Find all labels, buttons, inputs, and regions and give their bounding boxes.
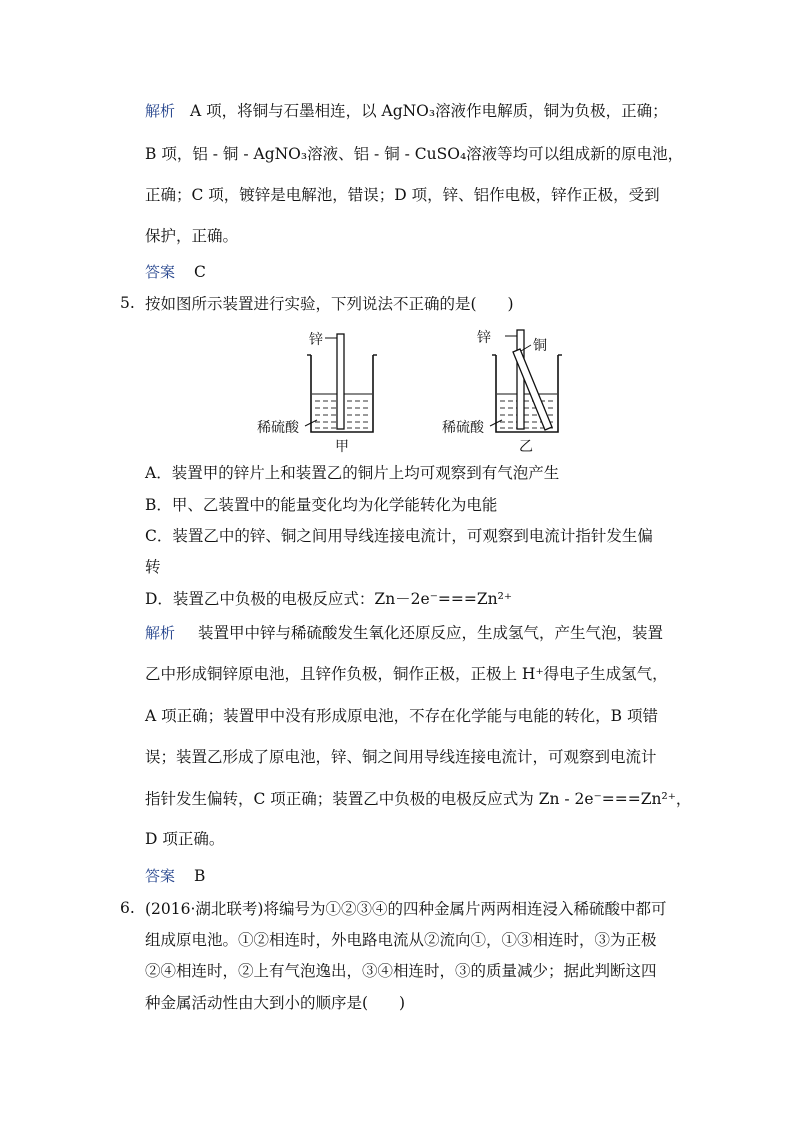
q4-analysis-text-1: A 项，将铜与石墨相连，以 AgNO₃溶液作电解质，铜为负极，正确； <box>189 102 668 120</box>
q5-figure <box>255 322 575 457</box>
q5-option-d: D．装置乙中负极的电极反应式：Zn－2e⁻===Zn²⁺ <box>145 590 513 608</box>
analysis-label: 解析 <box>145 102 176 120</box>
q6-line-1: (2016·湖北联考)将编号为①②③④的四种金属片两两相连浸入稀硫酸中都可 <box>145 900 667 918</box>
q6-line-2: 组成原电池。①②相连时，外电路电流从②流向①，①③相连时，③为正极 <box>145 931 657 949</box>
zinc-strip-right <box>517 330 524 429</box>
copper-label: 铜 <box>533 338 547 354</box>
acid-label-left: 稀硫酸 <box>257 420 299 436</box>
zinc-label-right: 锌 <box>477 330 491 346</box>
q5-answer-value: B <box>193 867 206 885</box>
q5-analysis-line-5: 指针发生偏转，C 项正确；装置乙中负极的电极反应式为 Zn - 2e⁻===Zn²⁺， <box>145 790 692 808</box>
q5-analysis-label: 解析 <box>145 624 176 642</box>
caption-right: 乙 <box>519 439 533 455</box>
q6-line-4: 种金属活动性由大到小的顺序是( ) <box>145 994 406 1012</box>
beaker-left <box>257 332 377 455</box>
acid-label-right: 稀硫酸 <box>442 420 484 436</box>
q5-answer <box>145 866 205 886</box>
q4-analysis-line-4: 保护，正确。 <box>145 227 239 245</box>
q5-option-b: B．甲、乙装置中的能量变化均为化学能转化为电能 <box>145 496 498 514</box>
q5-analysis-line-4: 误；装置乙形成了原电池，锌、铜之间用导线连接电流计，可观察到电流计 <box>145 748 657 766</box>
q6-number: 6. <box>120 899 135 917</box>
q4-analysis-line-1 <box>145 101 668 121</box>
q4-analysis-line-3: 正确；C 项，镀锌是电解池，错误；D 项，锌、铝作电极，锌作正极，受到 <box>145 186 660 204</box>
answer-label: 答案 <box>145 263 176 281</box>
q5-analysis-line-1 <box>145 623 663 643</box>
q5-analysis-line-2: 乙中形成铜锌原电池，且锌作负极，铜作正极，正极上 H⁺得电子生成氢气， <box>145 665 668 683</box>
q6-line-3: ②④相连时，②上有气泡逸出，③④相连时，③的质量减少；据此判断这四 <box>145 962 657 980</box>
q5-analysis-text-1: 装置甲中锌与稀硫酸发生氧化还原反应，生成氢气，产生气泡，装置 <box>197 624 663 642</box>
q5-option-a: A．装置甲的锌片上和装置乙的铜片上均可观察到有气泡产生 <box>145 464 560 482</box>
q5-number: 5. <box>120 294 135 312</box>
q4-answer <box>145 262 206 282</box>
q5-stem: 按如图所示装置进行实验，下列说法不正确的是( ) <box>145 295 514 313</box>
q4-answer-value: C <box>193 263 206 281</box>
zinc-strip-left <box>337 334 344 429</box>
beaker-right <box>442 330 562 455</box>
zinc-label-left: 锌 <box>309 332 323 348</box>
q5-option-c-cont: 转 <box>145 558 161 576</box>
caption-left: 甲 <box>335 439 349 455</box>
q5-analysis-line-6: D 项正确。 <box>145 830 225 848</box>
q5-answer-label: 答案 <box>145 867 176 885</box>
q5-option-c: C．装置乙中的锌、铜之间用导线连接电流计，可观察到电流计指针发生偏 <box>145 527 653 545</box>
q5-analysis-line-3: A 项正确；装置甲中没有形成原电池，不存在化学能与电能的转化，B 项错 <box>145 707 658 725</box>
q4-analysis-line-2: B 项，铝 - 铜 - AgNO₃溶液、铝 - 铜 - CuSO₄溶液等均可以组成新的原电池， <box>145 145 684 163</box>
